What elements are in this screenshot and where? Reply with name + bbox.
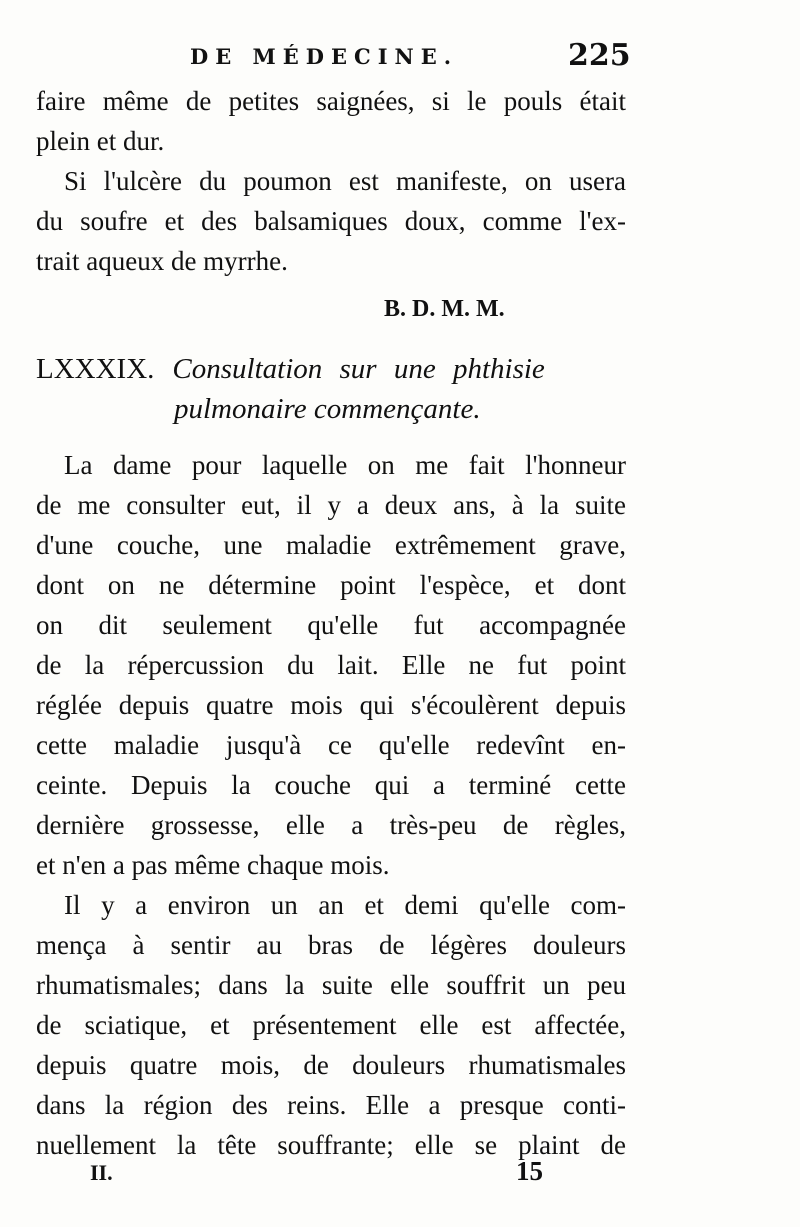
text-line: rhumatismales; dans la suite elle souffrit un peu [36, 970, 626, 1000]
text-line: Si l'ulcère du poumon est manifeste, on usera [64, 166, 626, 196]
section-number: LXXXIX. [36, 353, 155, 385]
text-line: réglée depuis quatre mois qui s'écoulèrent depuis [36, 690, 626, 720]
text-line: on dit seulement qu'elle fut accompagnée [36, 610, 626, 640]
running-title: DE MÉDECINE. [190, 44, 459, 69]
signature-mark: II. [90, 1160, 113, 1185]
text-line: Il y a environ un an et demi qu'elle com- [64, 890, 626, 920]
text-line: du soufre et des balsamiques doux, comme l'ex- [36, 206, 626, 236]
text-line: et n'en a pas même chaque mois. [36, 850, 390, 880]
text-line: de me consulter eut, il y a deux ans, à la suite [36, 490, 626, 520]
text-line: mença à sentir au bras de légères douleurs [36, 930, 626, 960]
text-line: d'une couche, une maladie extrêmement grave, [36, 530, 626, 560]
text-line: La dame pour laquelle on me fait l'honneur [64, 450, 626, 480]
section-title-line-2: pulmonaire commençante. [174, 393, 481, 425]
text-line: de la répercussion du lait. Elle ne fut point [36, 650, 626, 680]
page-number: 225 [568, 38, 631, 73]
text-line: depuis quatre mois, de douleurs rhumatismales [36, 1050, 626, 1080]
text-line: plein et dur. [36, 126, 165, 156]
signature-initials: B. D. M. M. [384, 296, 505, 322]
text-line: dont on ne détermine point l'espèce, et dont [36, 570, 626, 600]
page-footer [0, 1156, 800, 1190]
text-line: faire même de petites saignées, si le pouls était [36, 86, 626, 116]
text-line: de sciatique, et présentement elle est affectée, [36, 1010, 626, 1040]
text-line: cette maladie jusqu'à ce qu'elle redevînt en- [36, 730, 626, 760]
page-header [0, 38, 800, 78]
section-title-line-1: Consultation sur une phthisie [172, 353, 545, 385]
text-line: nuellement la tête souffrante; elle se plaint de [36, 1130, 626, 1160]
section-heading [36, 352, 626, 386]
text-line: ceinte. Depuis la couche qui a terminé cette [36, 770, 626, 800]
text-line: dans la région des reins. Elle a presque conti- [36, 1090, 626, 1120]
text-line: trait aqueux de myrrhe. [36, 246, 288, 276]
text-line: dernière grossesse, elle a très-peu de règles, [36, 810, 626, 840]
gathering-number: 15 [516, 1156, 543, 1186]
